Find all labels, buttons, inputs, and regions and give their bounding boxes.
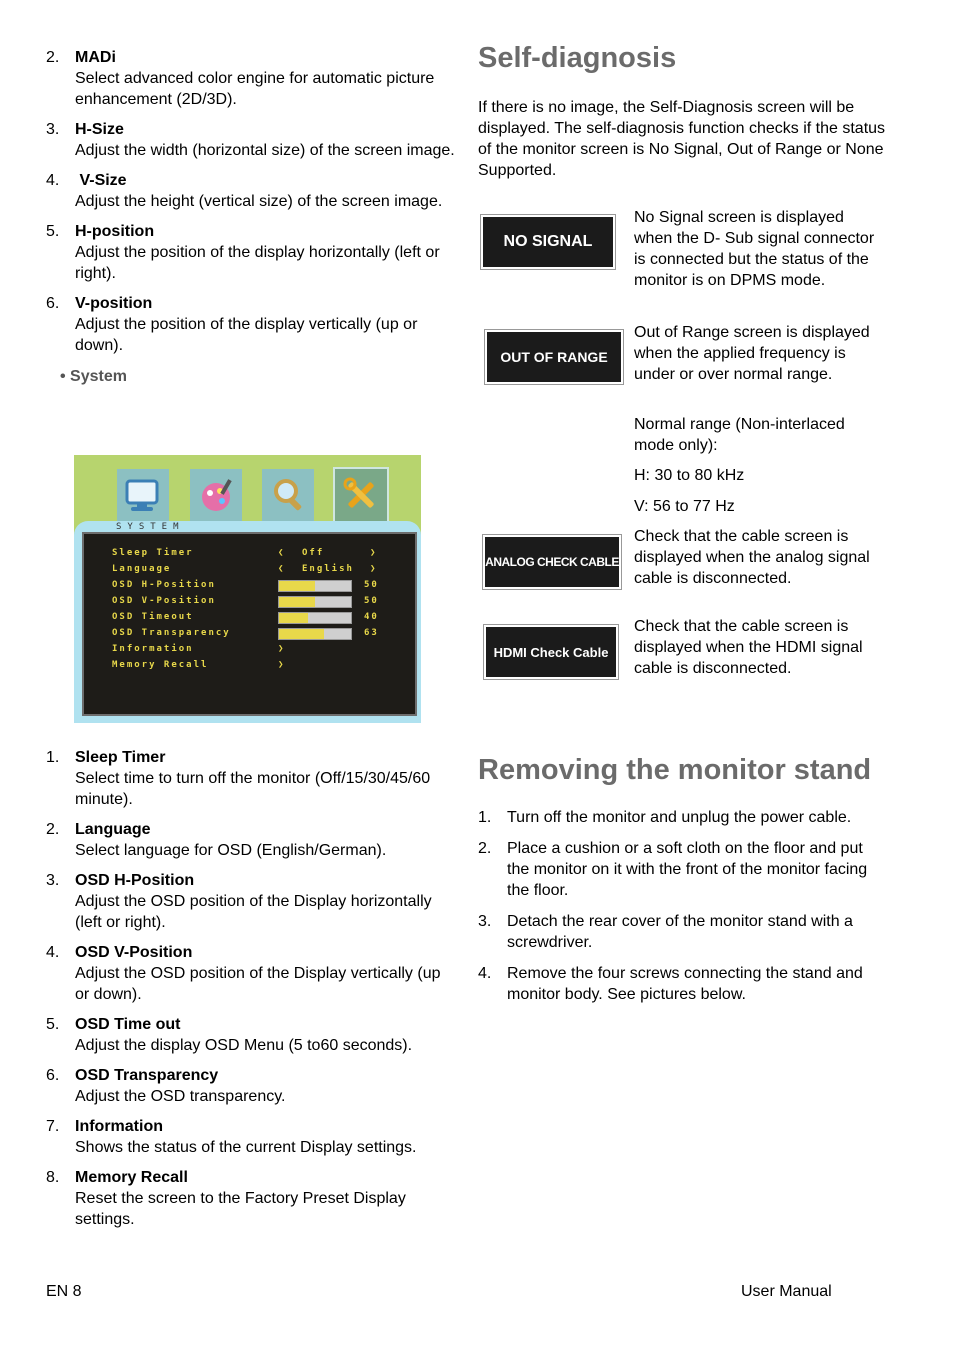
osd-value: 63 <box>364 628 379 638</box>
osd-system-menu-image <box>74 455 421 723</box>
osd-row-sleep-timer: Sleep Timer <box>112 548 194 558</box>
removing-stand-heading: Removing the monitor stand <box>478 754 872 786</box>
list-item: 6. V-position Adjust the position of the display vertically (up or down). <box>46 295 418 354</box>
osd-level-bar <box>278 596 352 608</box>
analog-check-cable-badge: ANALOG CHECK CABLE <box>483 535 621 589</box>
list-item: 2. MADi Select advanced color engine for automatic picture enhancement (2D/3D). <box>46 49 435 108</box>
list-item: 5. OSD Time out Adjust the display OSD Menu (5 to60 seconds). <box>46 1016 413 1054</box>
osd-value: 50 <box>364 580 379 590</box>
osd-row-memory-recall: Memory Recall <box>112 660 209 670</box>
osd-row-information: Information <box>112 644 194 654</box>
right-arrow-icon: ❯ <box>370 564 378 574</box>
list-item: 7. Information Shows the status of the current Display settings. <box>46 1118 417 1156</box>
self-diagnosis-section <box>478 42 888 181</box>
left-arrow-icon: ❮ <box>278 564 286 574</box>
osd-row-v-position: OSD V-Position <box>112 596 216 606</box>
left-column-bottom <box>46 747 456 1239</box>
list-item: 4. V-Size Adjust the height (vertical size) of the screen image. <box>46 172 443 210</box>
self-diagnosis-heading: Self-diagnosis <box>478 42 677 74</box>
list-item: 4. Remove the four screws connecting the stand and monitor body. See pictures below. <box>478 965 863 1003</box>
osd-level-bar <box>278 612 352 624</box>
hdmi-check-cable-badge: HDMI Check Cable <box>484 625 618 679</box>
list-item: 1. Sleep Timer Select time to turn off the monitor (Off/15/30/45/60 minute). <box>46 749 431 808</box>
osd-level-fill <box>279 613 308 623</box>
self-diagnosis-intro: If there is no image, the Self-Diagnosis screen will be displayed. The self-diagnosis function checks if the status of the monitor screen is No Signal, Out of Range or None Supported. <box>478 99 886 179</box>
list-item: 3. OSD H-Position Adjust the OSD position of the Display horizontally (left or right). <box>46 872 432 931</box>
left-column-top <box>46 47 456 386</box>
analog-check-cable-text: Check that the cable screen is displayed when the analog signal cable is disconnected. <box>634 528 870 587</box>
list-item: 1. Turn off the monitor and unplug the power cable. <box>478 809 852 826</box>
footer-title: User Manual <box>741 1283 832 1300</box>
hdmi-check-cable-text: Check that the cable screen is displayed when the HDMI signal cable is disconnected. <box>634 618 863 677</box>
osd-title: SYSTEM <box>116 522 185 532</box>
osd-row-timeout: OSD Timeout <box>112 612 194 622</box>
osd-level-bar <box>278 580 352 592</box>
v-range-text: V: 56 to 77 Hz <box>634 498 735 515</box>
list-item: 2. Place a cushion or a soft cloth on the floor and put the monitor on it with the front of the monitor facing the floor. <box>478 840 868 899</box>
h-range-text: H: 30 to 80 kHz <box>634 467 745 484</box>
steps-list <box>478 807 888 1005</box>
list-item: 8. Memory Recall Reset the screen to the Factory Preset Display settings. <box>46 1169 406 1228</box>
osd-level-fill <box>279 629 324 639</box>
osd-level-fill <box>279 581 315 591</box>
list-item: 4. OSD V-Position Adjust the OSD position of the Display vertically (up or down). <box>46 944 441 1003</box>
right-arrow-icon: ❯ <box>278 644 286 654</box>
osd-row-language: Language <box>112 564 172 574</box>
magnifier-icon <box>262 469 314 521</box>
removing-stand-section <box>478 754 888 787</box>
osd-level-bar <box>278 628 352 640</box>
list-item: 6. OSD Transparency Adjust the OSD transparency. <box>46 1067 286 1105</box>
right-arrow-icon: ❯ <box>278 660 286 670</box>
osd-value: Off <box>302 548 325 558</box>
removing-stand-steps <box>478 807 888 1015</box>
no-signal-text: No Signal screen is displayed when the D- Sub signal connector is connected but the status of the monitor is on DPMS mode. <box>634 209 875 289</box>
list-item: 5. H-position Adjust the position of the display horizontally (left or right). <box>46 223 440 282</box>
color-palette-icon <box>190 469 242 521</box>
monitor-icon <box>117 469 169 521</box>
out-of-range-badge: OUT OF RANGE <box>485 330 623 384</box>
list-item: 3. H-Size Adjust the width (horizontal size) of the screen image. <box>46 121 455 159</box>
picture-settings-list <box>46 47 456 356</box>
out-of-range-text: Out of Range screen is displayed when the applied frequency is under or over normal range. <box>634 324 870 383</box>
osd-value: English <box>302 564 354 574</box>
list-item: 2. Language Select language for OSD (English/German). <box>46 821 387 859</box>
system-section-label: • System <box>60 368 127 385</box>
right-arrow-icon: ❯ <box>370 548 378 558</box>
osd-row-transparency: OSD Transparency <box>112 628 231 638</box>
osd-value: 50 <box>364 596 379 606</box>
osd-screen <box>82 532 417 716</box>
normal-range-text: Normal range (Non-interlaced mode only): <box>634 416 845 454</box>
left-arrow-icon: ❮ <box>278 548 286 558</box>
no-signal-badge: NO SIGNAL <box>481 215 615 269</box>
osd-value: 40 <box>364 612 379 622</box>
osd-level-fill <box>279 597 315 607</box>
tools-icon <box>335 469 387 521</box>
list-item: 3. Detach the rear cover of the monitor stand with a screwdriver. <box>478 913 853 951</box>
osd-row-h-position: OSD H-Position <box>112 580 216 590</box>
page-number: EN 8 <box>46 1283 82 1300</box>
system-settings-list <box>46 747 456 1230</box>
